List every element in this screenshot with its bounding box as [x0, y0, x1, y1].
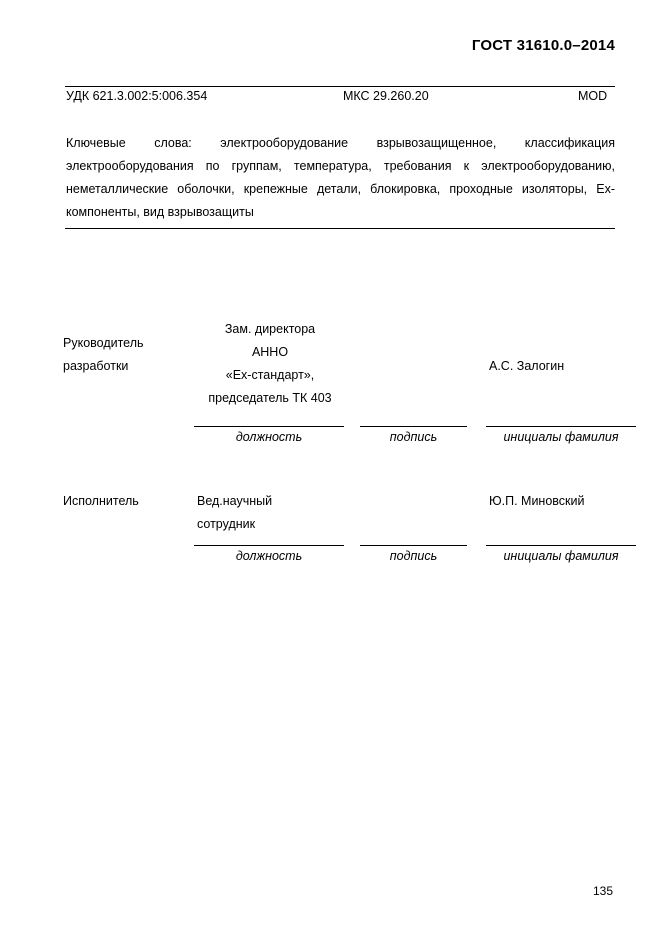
- signature-caption: подпись: [389, 549, 438, 563]
- mod-label: MOD: [578, 89, 608, 103]
- position-line: АННО: [251, 345, 289, 359]
- name-caption: инициалы фамилия: [503, 430, 619, 444]
- position-line-rule: [194, 545, 344, 546]
- position-line: Зам. директора: [224, 322, 316, 336]
- signer-name: А.С. Залогин: [489, 359, 565, 373]
- keywords-paragraph: Ключевые слова: электрооборудование взрывозащищенное, классификация электрооборудования по группам, температура, требования к электрооборудованию, неметаллические оболочки, крепежные детали, блокировка, проходные изоляторы, Ex-компоненты, вид взрывозащиты: [66, 136, 615, 219]
- position-line: «Ex-стандарт»,: [225, 368, 315, 382]
- keywords-bottom-rule: [65, 228, 615, 229]
- signature-line-rule: [360, 426, 467, 427]
- udk-code: УДК 621.3.002:5:006.354: [66, 89, 208, 103]
- role-line: Руководитель: [63, 336, 144, 350]
- signer-name: Ю.П. Миновский: [489, 494, 585, 508]
- role-line: разработки: [63, 359, 129, 373]
- document-header-title: ГОСТ 31610.0–2014: [471, 37, 615, 54]
- name-line-rule: [486, 426, 636, 427]
- name-line-rule: [486, 545, 636, 546]
- position-line-rule: [194, 426, 344, 427]
- top-rule: [65, 86, 615, 87]
- signature-line-rule: [360, 545, 467, 546]
- role-label: [63, 332, 144, 378]
- position-caption: должность: [235, 430, 303, 444]
- position-caption: должность: [235, 549, 303, 563]
- role-line: Исполнитель: [63, 494, 139, 508]
- mks-code: МКС 29.260.20: [343, 89, 429, 103]
- position-line: председатель ТК 403: [208, 391, 332, 405]
- position-text: [197, 490, 272, 536]
- page-number: 135: [593, 884, 614, 898]
- position-text: [195, 318, 345, 410]
- name-caption: инициалы фамилия: [503, 549, 619, 563]
- signature-caption: подпись: [389, 430, 438, 444]
- role-label: [63, 490, 139, 513]
- position-line: Вед.научный: [197, 494, 273, 508]
- position-line: сотрудник: [197, 517, 256, 531]
